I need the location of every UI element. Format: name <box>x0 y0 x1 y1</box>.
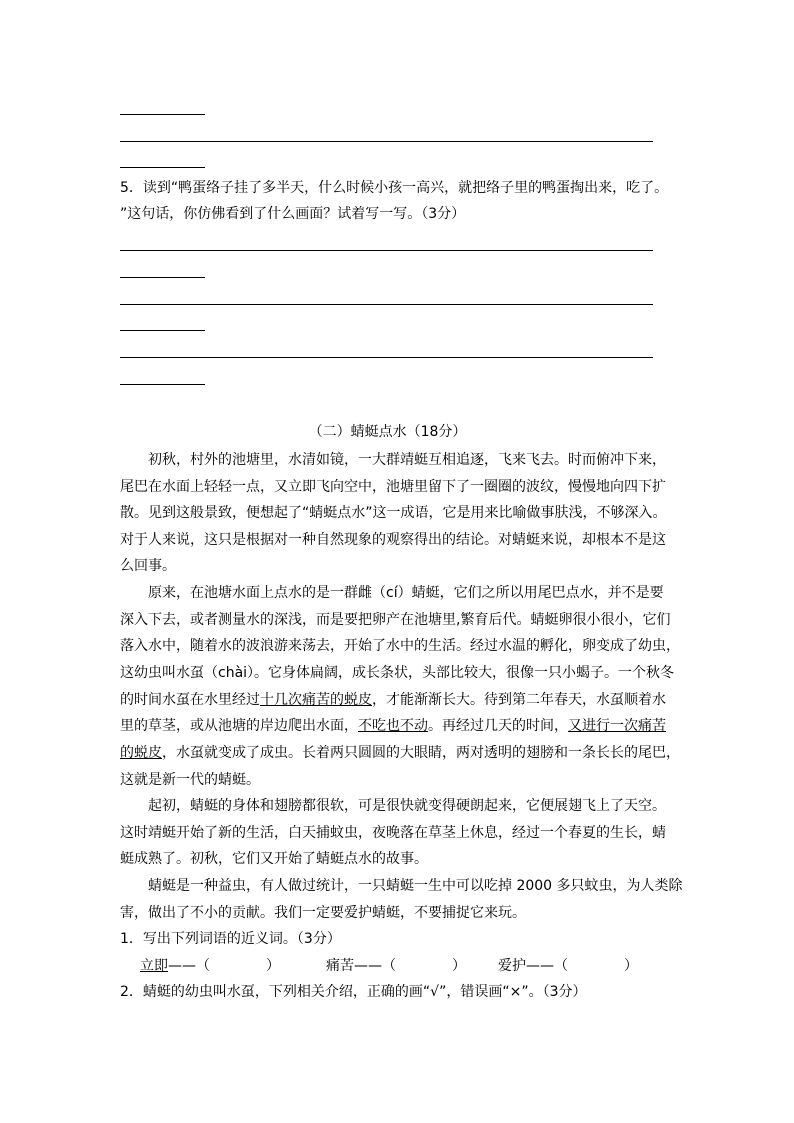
paragraph-line: 这幼虫叫水虿（chài）。它身体扁阔，成长条状，头部比较大，很像一只小蝎子。一个秋冬 <box>120 665 675 681</box>
answer-line[interactable] <box>120 330 205 331</box>
paragraph-line: 害，做出了不小的贡献。我们一定要爱护蜻蜓，不要捕捉它来玩。 <box>120 905 526 921</box>
paragraph-line: 原来，在池塘水面上点水的是一群雌（cí）蜻蜓，它们之所以用尾巴点水，并不是要 <box>120 585 664 601</box>
answer-line <box>120 114 205 115</box>
paragraph-line: 初秋，村外的池塘里，水清如镜，一大群靖蜓互相追逐，飞来飞去。时而俯冲下来， <box>120 452 666 468</box>
answer-blank[interactable]: ——（ ） <box>354 958 466 974</box>
answer-line[interactable] <box>120 304 653 305</box>
synonym-item[interactable] <box>498 956 794 976</box>
paragraph-line: 这就是新一代的蜻蜓。 <box>120 772 260 788</box>
answer-blank[interactable]: ——（ ） <box>526 958 638 974</box>
answer-line[interactable] <box>120 384 205 385</box>
paragraph-line: 深入下去，或者测量水的深浅，而是要把卵产在池塘里,繁育后代。蜻蜓卵很小很小，它们 <box>120 612 671 628</box>
text: 的时间水虿在水里经过 <box>120 692 260 708</box>
paragraph-line: 蜻蜓是一种益虫，有人做过统计，一只蜻蜓一生中可以吃掉 2000 多只蚊虫，为人类除 <box>120 878 683 894</box>
text: ，水虿就变成了成虫。长着两只圆圆的大眼睛，两对透明的翅膀和一条长长的尾巴， <box>162 745 680 761</box>
paragraph-line: 散。见到这般景致，便想起了“蜻蜓点水”这一成语，它是用来比喻做事肤浅，不够深入。 <box>120 505 667 521</box>
paragraph-line <box>120 743 680 763</box>
synonym-word: 立即 <box>140 958 168 974</box>
question-5-text: ”这句话，你仿佛看到了什么画面？试着写一写。（3分） <box>120 206 466 222</box>
question-5-text: 5．读到“鸭蛋络子挂了多半天，什么时候小孩一高兴，就把络子里的鸭蛋掏出来，吃了。 <box>120 180 669 196</box>
paragraph-line: 尾巴在水面上轻轻一点，又立即飞向空中，池塘里留下了一圈圈的波纹，慢慢地向四下扩 <box>120 479 666 495</box>
answer-line <box>120 167 205 168</box>
paragraph-line: 起初，蜻蜓的身体和翅膀都很软，可是很快就变得硬朗起来，它便展翅飞上了天空。 <box>120 798 666 814</box>
paragraph-line <box>120 690 666 710</box>
question-2-prompt: 2．蜻蜓的幼虫叫水虿，下列相关介绍，正确的画“√”，错误画“×”。（3分） <box>120 984 587 1000</box>
answer-line[interactable] <box>120 357 653 358</box>
underlined-phrase: 十几次痛苦的蜕皮 <box>260 692 372 708</box>
answer-line[interactable] <box>120 277 205 278</box>
synonym-word: 痛苦 <box>326 958 354 974</box>
text: ，才能渐渐长大。待到第二年春天，水虿顺着水 <box>372 692 666 708</box>
answer-line <box>120 141 653 142</box>
paragraph-line <box>120 716 666 736</box>
paragraph-line: 这时靖蜓开始了新的生活，白天捕蚊虫，夜晚落在草茎上休息，经过一个春夏的生长，蜻 <box>120 825 666 841</box>
section-title: （二）蜻蜓点水（18分） <box>308 424 467 440</box>
text: 。再经过几天的时间， <box>428 718 568 734</box>
underlined-phrase: 的蜕皮 <box>120 745 162 761</box>
answer-blank[interactable]: ——（ ） <box>168 958 280 974</box>
paragraph-line: 落入水中，随着水的波浪游来荡去，开始了水中的生活。经过水温的孵化，卵变成了幼虫， <box>120 638 680 654</box>
question-1-prompt: 1．写出下列词语的近义词。（3分） <box>120 931 341 947</box>
paragraph-line: 蜓成熟了。初秋，它们又开始了蜻蜓点水的故事。 <box>120 851 428 867</box>
paragraph-line: 对于人来说，这只是根据对一种自然现象的观察得出的结论。对蜻蜓来说，却根本不是这 <box>120 532 666 548</box>
answer-line[interactable] <box>120 250 653 251</box>
underlined-phrase: 不吃也不动 <box>358 718 428 734</box>
underlined-phrase: 又进行一次痛苦 <box>568 718 666 734</box>
synonym-word: 爱护 <box>498 958 526 974</box>
paragraph-line: 么回事。 <box>120 558 176 574</box>
text: 里的草茎，或从池塘的岸边爬出水面， <box>120 718 358 734</box>
